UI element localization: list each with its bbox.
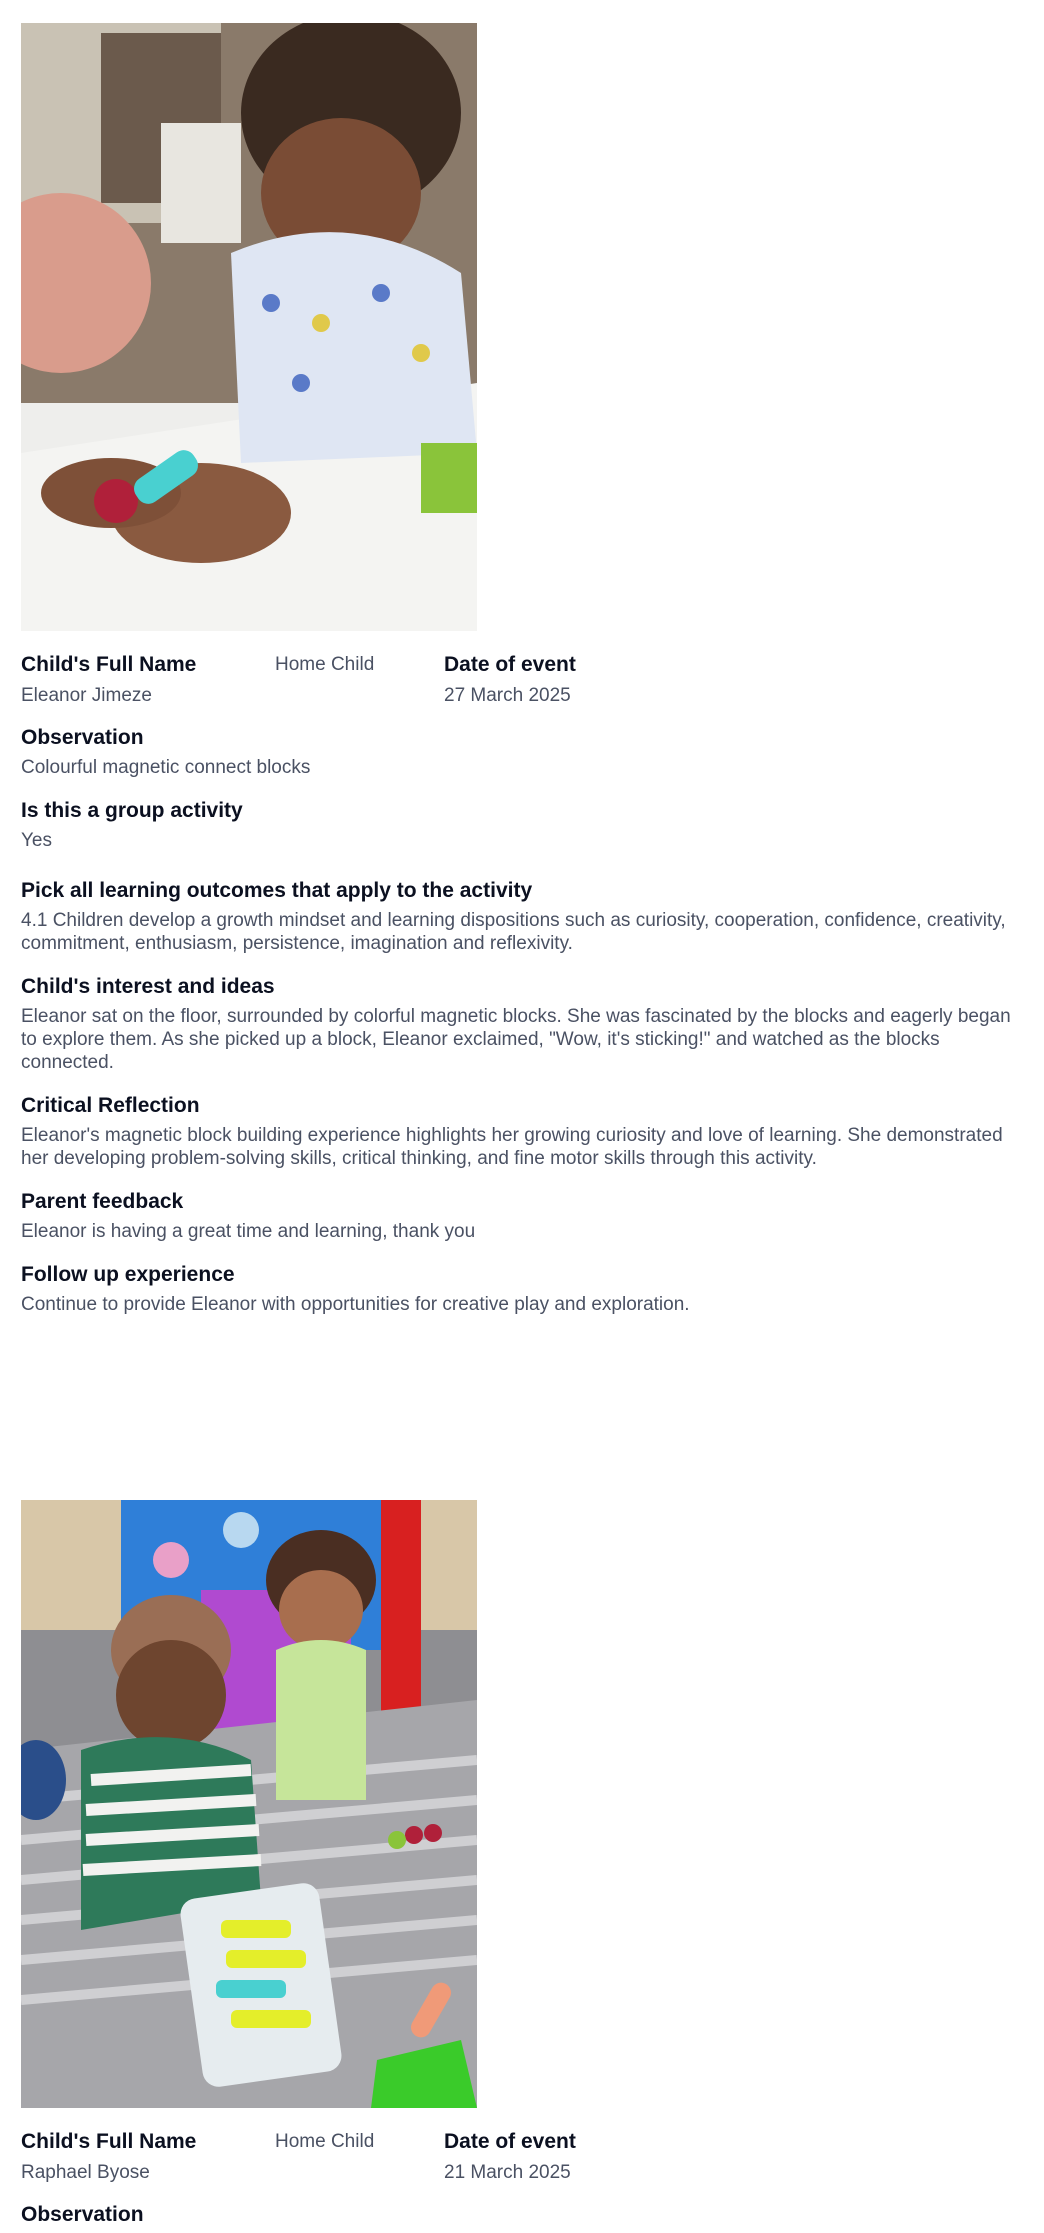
parent-feedback-label: Parent feedback bbox=[21, 1190, 184, 1213]
child-name-column bbox=[21, 2129, 196, 2184]
follow-up-label: Follow up experience bbox=[21, 1263, 235, 1286]
learning-outcomes-value: 4.1 Children develop a growth mindset and learning dispositions such as curiosity, cooperation, confidence, creativity, commitment, enthusiasm, persistence, imagination and reflexivity. bbox=[21, 910, 1006, 954]
reflection-value: Eleanor's magnetic block building experience highlights her growing curiosity and love of learning. She demonstrated her developing problem-solving skills, critical thinking, and fine motor skills through this activity. bbox=[21, 1125, 1003, 1169]
group-activity-label: Is this a group activity bbox=[21, 799, 243, 822]
parent-feedback-field bbox=[21, 1189, 1024, 1243]
learning-outcomes-field bbox=[21, 878, 1024, 955]
observation-value: Colourful magnetic connect blocks bbox=[21, 757, 311, 778]
follow-up-value: Continue to provide Eleanor with opportunities for creative play and exploration. bbox=[21, 1294, 690, 1315]
learning-outcomes-label: Pick all learning outcomes that apply to the activity bbox=[21, 879, 533, 902]
observation-record bbox=[21, 1500, 1024, 2233]
observation-field bbox=[21, 725, 1024, 779]
child-name-value: Eleanor Jimeze bbox=[21, 685, 152, 706]
interest-label: Child's interest and ideas bbox=[21, 975, 275, 998]
date-label: Date of event bbox=[444, 2130, 576, 2153]
reflection-field bbox=[21, 1093, 1024, 1170]
reflection-label: Critical Reflection bbox=[21, 1094, 200, 1117]
date-label: Date of event bbox=[444, 653, 576, 676]
info-row bbox=[21, 2129, 1024, 2195]
observation-label: Observation bbox=[21, 2203, 144, 2226]
observation-label: Observation bbox=[21, 726, 144, 749]
observation-photo bbox=[21, 23, 477, 631]
date-column bbox=[444, 652, 576, 707]
date-column bbox=[444, 2129, 576, 2184]
child-name-label: Child's Full Name bbox=[21, 653, 197, 676]
date-value: 27 March 2025 bbox=[444, 685, 571, 706]
home-child-tag: Home Child bbox=[275, 2131, 375, 2152]
group-activity-value: Yes bbox=[21, 830, 52, 851]
observation-record bbox=[21, 23, 1024, 1316]
observation-photo bbox=[21, 1500, 477, 2108]
info-row bbox=[21, 652, 1024, 718]
group-activity-field bbox=[21, 798, 1024, 852]
child-name-column bbox=[21, 652, 196, 707]
interest-value: Eleanor sat on the floor, surrounded by colorful magnetic blocks. She was fascinated by the blocks and eagerly began to explore them. As she picked up a block, Eleanor exclaimed, "Wow, it's sticking!" and watched as the blocks connected. bbox=[21, 1006, 1011, 1073]
home-child-tag: Home Child bbox=[275, 654, 375, 675]
date-value: 21 March 2025 bbox=[444, 2162, 571, 2183]
parent-feedback-value: Eleanor is having a great time and learning, thank you bbox=[21, 1221, 476, 1242]
child-name-value: Raphael Byose bbox=[21, 2162, 150, 2183]
observation-field bbox=[21, 2202, 1024, 2228]
interest-field bbox=[21, 974, 1024, 1074]
follow-up-field bbox=[21, 1262, 1024, 1316]
child-name-label: Child's Full Name bbox=[21, 2130, 197, 2153]
